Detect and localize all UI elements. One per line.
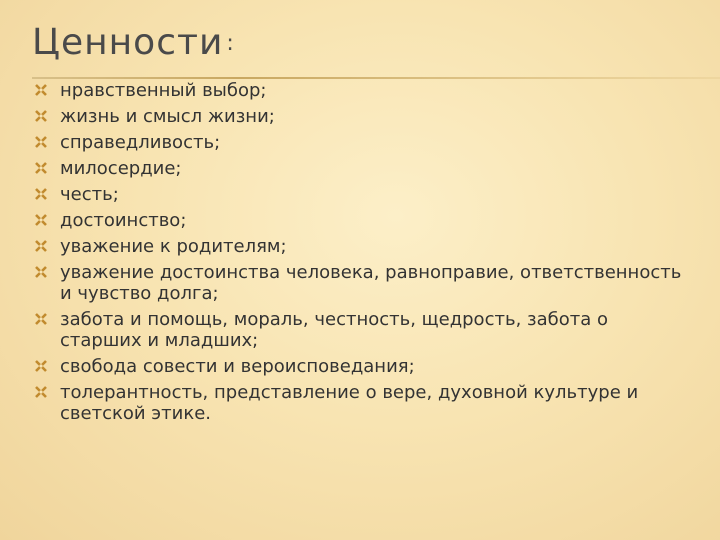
list-item [32, 236, 692, 257]
list-item-text: честь; [60, 184, 119, 205]
list-item-text: забота и помощь, мораль, честность, щедрость, забота о старших и младших; [60, 309, 608, 351]
slide-title [32, 22, 235, 63]
list-item [32, 356, 692, 377]
list-item [32, 132, 692, 153]
list-item [32, 382, 692, 424]
values-list [32, 80, 692, 429]
slide-title-colon: : [226, 31, 235, 56]
title-divider [32, 77, 720, 79]
x-bullet-icon [34, 135, 48, 149]
list-item-text: достоинство; [60, 210, 187, 231]
list-item [32, 184, 692, 205]
x-bullet-icon [34, 161, 48, 175]
list-item [32, 262, 692, 304]
list-item-text: свобода совести и вероисповедания; [60, 356, 415, 377]
list-item-text: уважение достоинства человека, равноправие, ответственность и чувство долга; [60, 262, 682, 304]
slide-title-text: Ценности [32, 22, 224, 63]
x-bullet-icon [34, 312, 48, 326]
list-item [32, 309, 692, 351]
list-item [32, 106, 692, 127]
list-item-text: толерантность, представление о вере, духовной культуре и светской этике. [60, 382, 639, 424]
list-item-text: милосердие; [60, 158, 182, 179]
list-item [32, 158, 692, 179]
x-bullet-icon [34, 359, 48, 373]
x-bullet-icon [34, 83, 48, 97]
list-item-text: справедливость; [60, 132, 221, 153]
x-bullet-icon [34, 265, 48, 279]
list-item [32, 80, 692, 101]
x-bullet-icon [34, 239, 48, 253]
list-item [32, 210, 692, 231]
x-bullet-icon [34, 109, 48, 123]
x-bullet-icon [34, 385, 48, 399]
list-item-text: жизнь и смысл жизни; [60, 106, 275, 127]
x-bullet-icon [34, 187, 48, 201]
list-item-text: уважение к родителям; [60, 236, 287, 257]
x-bullet-icon [34, 213, 48, 227]
list-item-text: нравственный выбор; [60, 80, 267, 101]
